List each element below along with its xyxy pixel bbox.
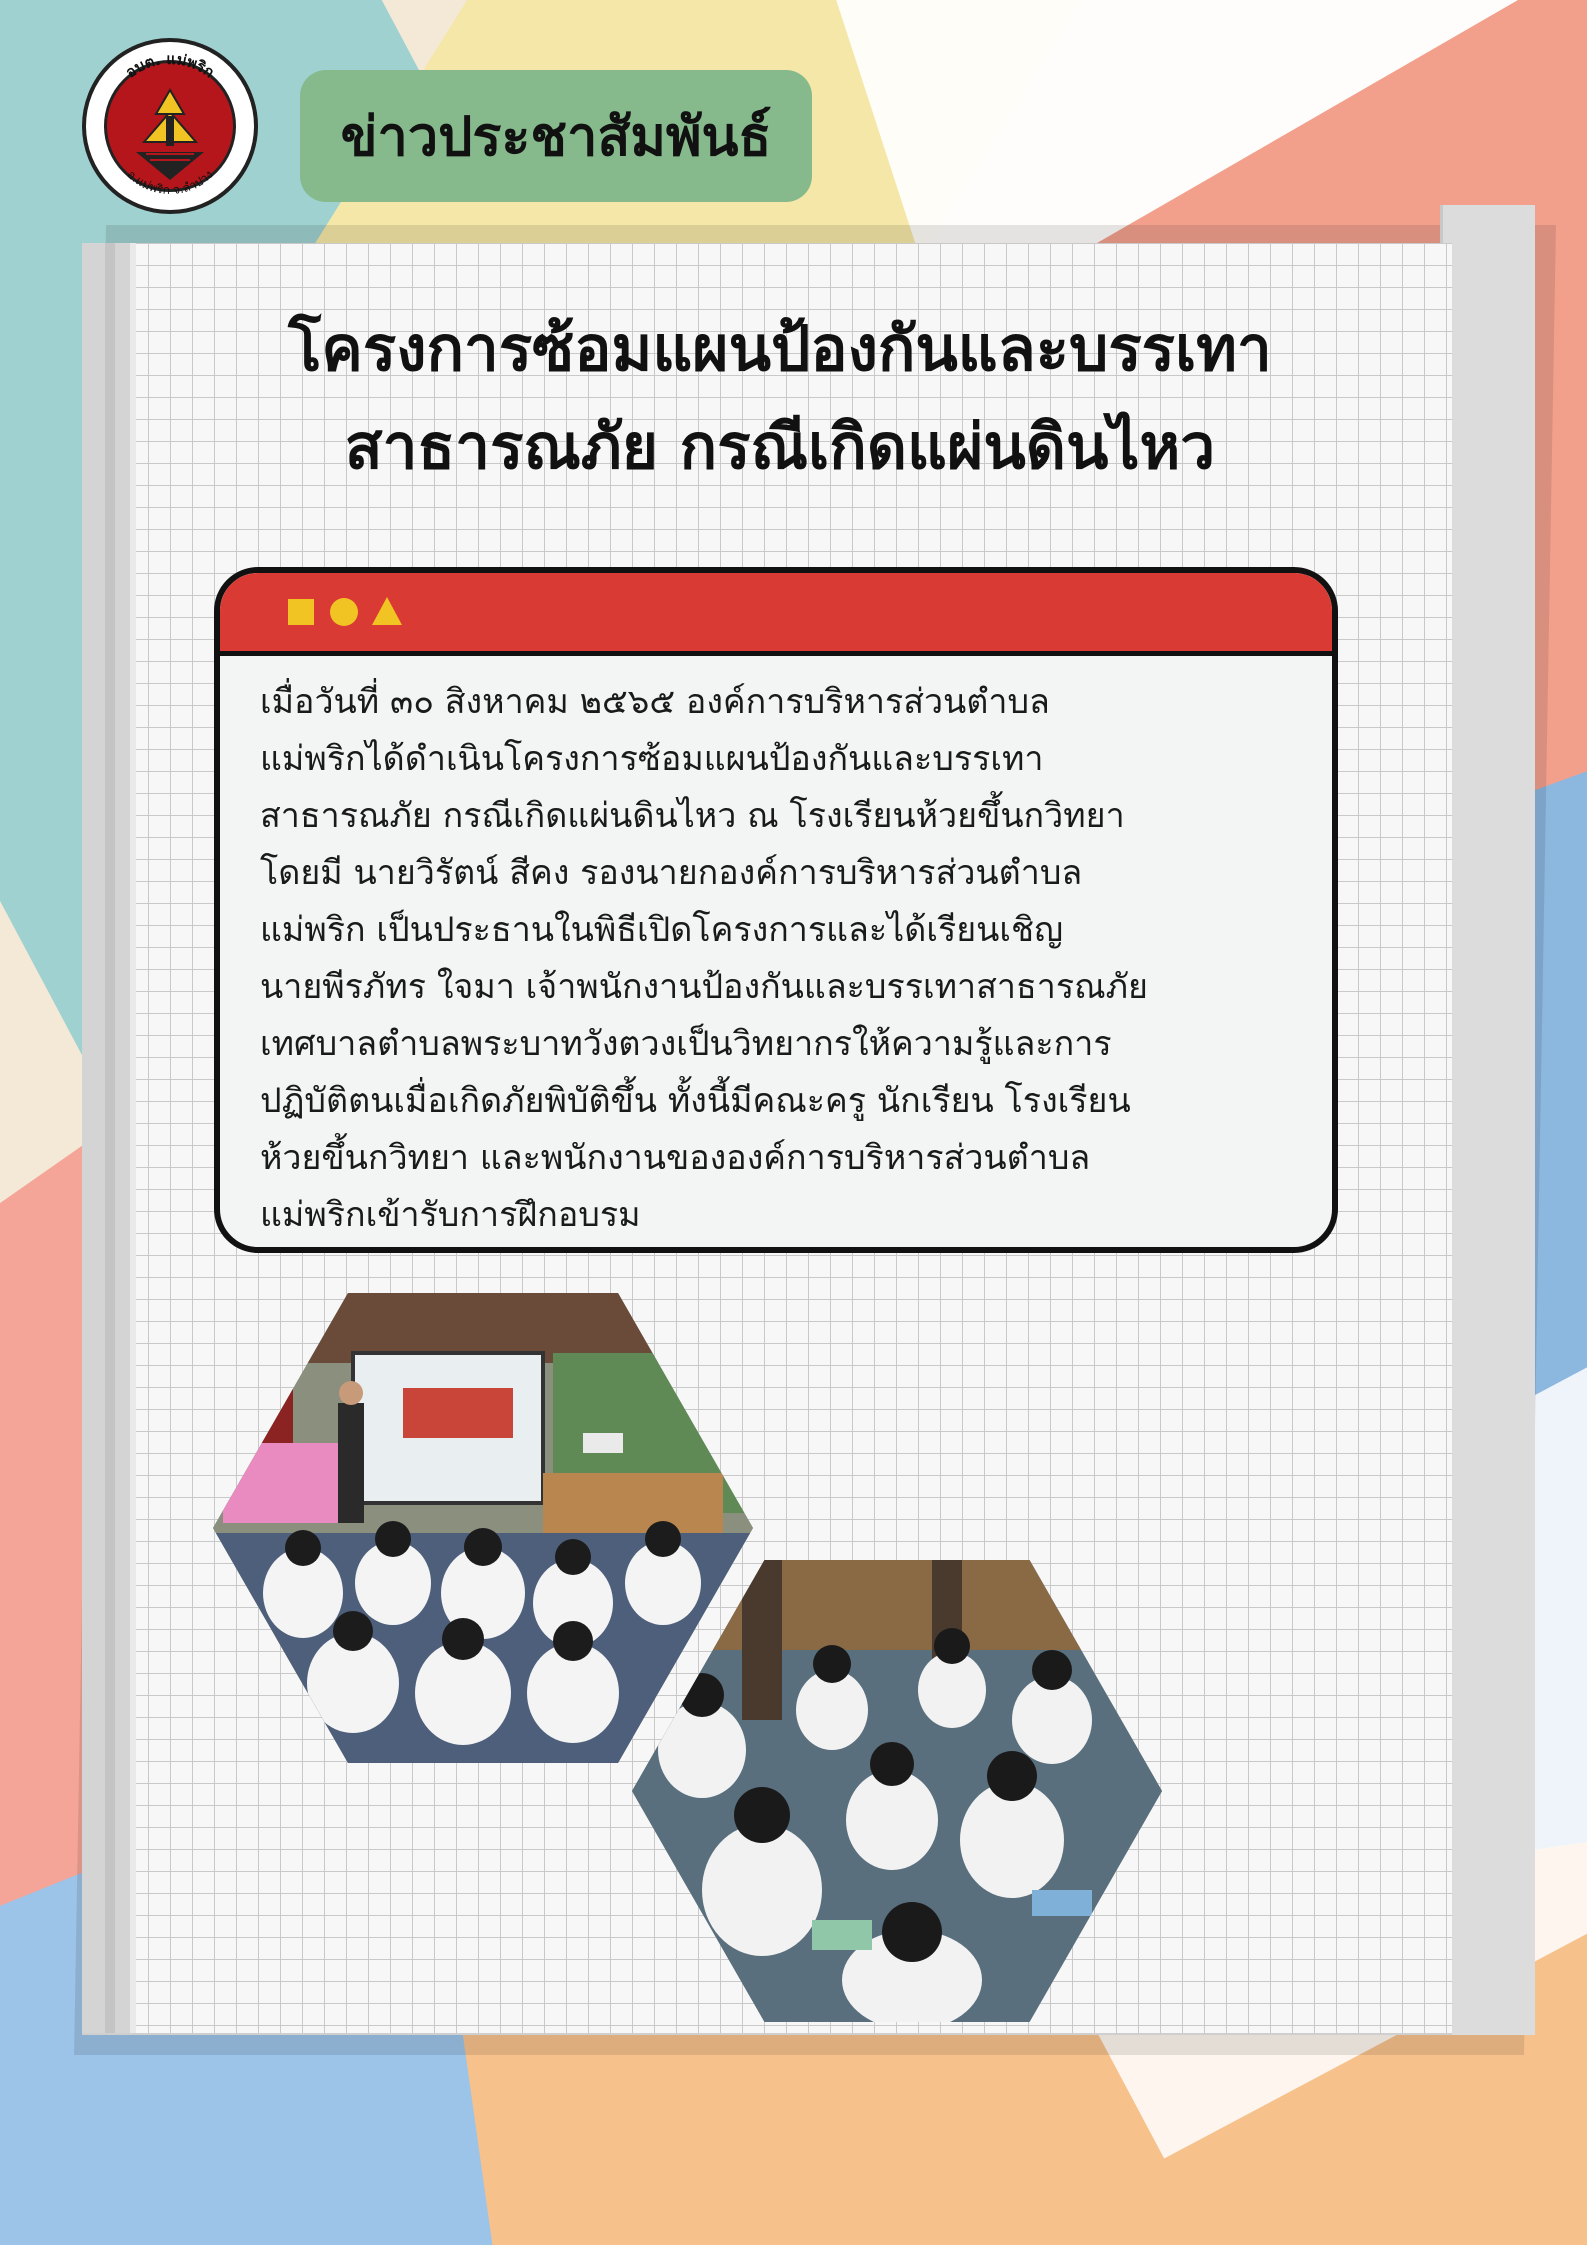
circle-icon xyxy=(330,598,358,626)
body-line: แม่พริก เป็นประธานในพิธีเปิดโครงการและได้เรียนเชิญ xyxy=(260,910,1064,950)
news-card xyxy=(214,567,1338,1253)
body-line: เมื่อวันที่ ๓๐ สิงหาคม ๒๕๖๕ องค์การบริหารส่วนตำบล xyxy=(260,682,1050,722)
body-line: สาธารณภัย กรณีเกิดแผ่นดินไหว ณ โรงเรียนห้วยขึ้นกวิทยา xyxy=(260,796,1125,836)
title-line-2: สาธารณภัย กรณีเกิดแผ่นดินไหว xyxy=(344,410,1216,483)
news-badge xyxy=(300,70,812,202)
book-spine-line xyxy=(105,243,115,2033)
body-line: โดยมี นายวิรัตน์ สีคง รองนายกองค์การบริหารส่วนตำบล xyxy=(260,853,1083,893)
body-line: แม่พริกได้ดำเนินโครงการซ้อมแผนป้องกันและบรรเทา xyxy=(260,739,1044,779)
body-line: เทศบาลตำบลพระบาทวังตวงเป็นวิทยากรให้ความรู้และการ xyxy=(260,1024,1112,1064)
title-line-1: โครงการซ้อมแผนป้องกันและบรรเทา xyxy=(288,312,1272,385)
square-icon xyxy=(288,599,314,625)
book-back-cover xyxy=(1440,205,1535,2035)
body-line: ปฏิบัติตนเมื่อเกิดภัยพิบัติขึ้น ทั้งนี้มีคณะครู นักเรียน โรงเรียน xyxy=(260,1081,1131,1121)
body-line: ห้วยขึ้นกวิทยา และพนักงานขององค์การบริหารส่วนตำบล xyxy=(260,1138,1091,1178)
svg-text:อบต. แม่พริก xyxy=(122,50,218,82)
page-title xyxy=(150,300,1410,496)
logo-top-text: อบต. แม่พริก xyxy=(122,49,218,82)
body-line: นายพีรภัทร ใจมา เจ้าพนักงานป้องกันและบรรเทาสาธารณภัย xyxy=(260,967,1148,1007)
body-line: แม่พริกเข้ารับการฝึกอบรม xyxy=(260,1195,641,1235)
logo-bottom-text: อ.แม่พริก จ.ลำปาง xyxy=(124,167,216,198)
triangle-icon xyxy=(372,597,402,625)
mae-phrik-subdistrict-seal-icon xyxy=(82,38,258,214)
news-body xyxy=(220,656,1332,1244)
card-header-bar xyxy=(220,573,1332,656)
news-badge-label: ข่าวประชาสัมพันธ์ xyxy=(340,105,772,168)
